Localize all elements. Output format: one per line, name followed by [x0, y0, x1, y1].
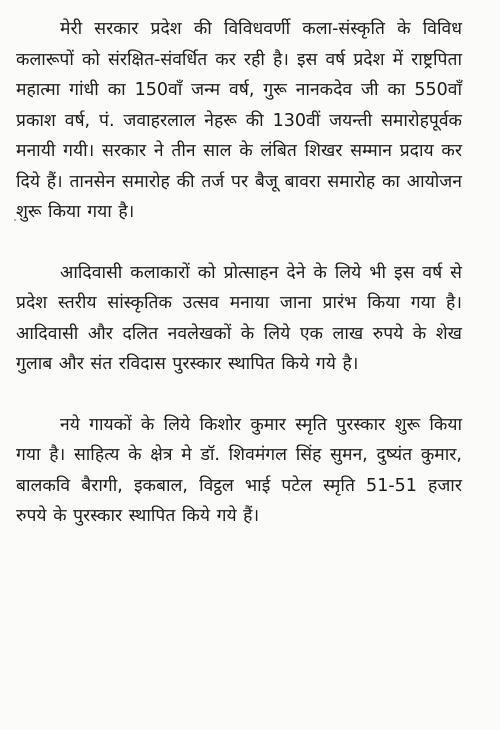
paragraph-tribal-artists: आदिवासी कलाकारों को प्रोत्साहन देने के लिये भी इस वर्ष से प्रदेश स्तरीय सांस्कृतिक उत्सव मनाया जाना प्रारंभ किया गया है। आदिवासी और दलित नवलेखकों के लिये एक लाख रुपये के शेख गुलाब और संत रविदास पुरस्कार स्थापित किये गये है।: [16, 262, 462, 374]
paragraph-literature-awards: नये गायकों के लिये किशोर कुमार स्मृति पुरस्कार शुरू किया गया है। साहित्य के क्षेत्र मे डॉ. शिवमंगल सिंह सुमन, दुष्यंत कुमार, बालकवि बैरागी, इकबाल, विट्ठल भाई पटेल स्मृति 51-51 हजार रुपये के पुरस्कार स्थापित किये गये हैं।: [16, 414, 462, 526]
scan-speck: [14, 219, 16, 221]
paragraph-culture-initiatives: मेरी सरकार प्रदेश की विविधवर्णी कला-संस्कृति के विविध कलारूपों को संरक्षित-संवर्धित कर रही है। इस वर्ष प्रदेश में राष्ट्रपिता महात्मा गांधी का 150वाँ जन्म वर्ष, गुरू नानकदेव जी का 550वाँ प्रकाश वर्ष, पं. जवाहरलाल नेहरू की 130वीं जयन्ती समारोहपूर्वक मनायी गयी। सरकार ने तीन साल के लंबित शिखर सम्मान प्रदाय कर दिये हैं। तानसेन समारोह की तर्ज पर बैजू बावरा समारोह का आयोजन शुरू किया गया है।: [16, 19, 462, 222]
